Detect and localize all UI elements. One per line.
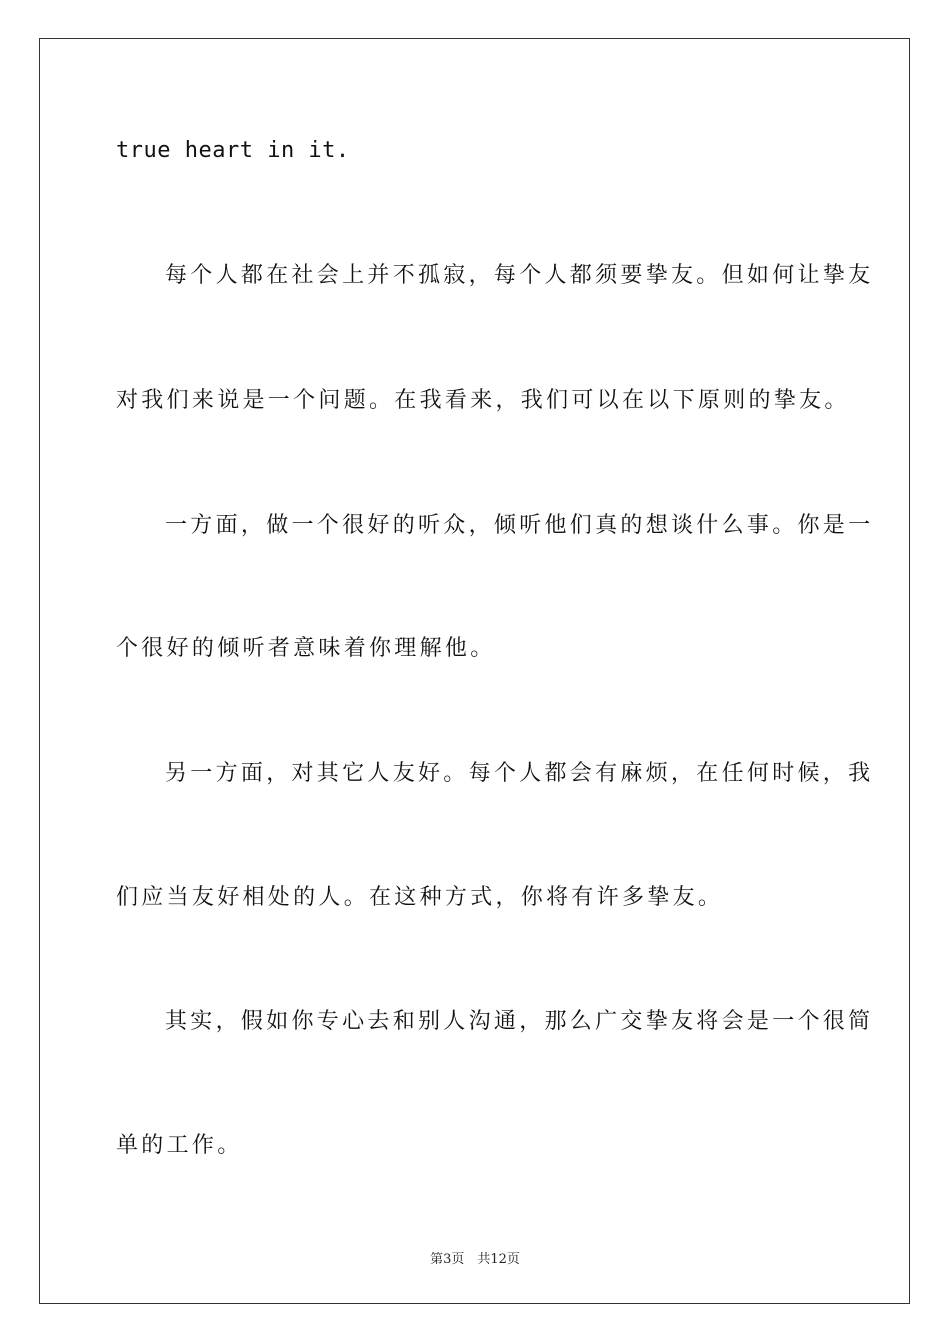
page-number: 第3页 共12页 [430,1252,520,1267]
text-line-1: true heart in it. [116,138,350,163]
page-border [39,38,910,1304]
text-line-8: 其实，假如你专心去和别人沟通，那么广交挚友将会是一个很简 [165,1009,874,1034]
text-line-5: 个很好的倾听者意味着你理解他。 [116,636,496,661]
text-line-2: 每个人都在社会上并不孤寂，每个人都须要挚友。但如何让挚友 [165,263,874,288]
text-line-6: 另一方面，对其它人友好。每个人都会有麻烦，在任何时候，我 [165,761,874,786]
text-line-3: 对我们来说是一个问题。在我看来，我们可以在以下原则的挚友。 [116,388,850,413]
text-line-4: 一方面，做一个很好的听众，倾听他们真的想谈什么事。你是一 [165,513,874,538]
text-line-7: 们应当友好相处的人。在这种方式，你将有许多挚友。 [116,885,724,910]
text-line-9: 单的工作。 [116,1133,243,1158]
